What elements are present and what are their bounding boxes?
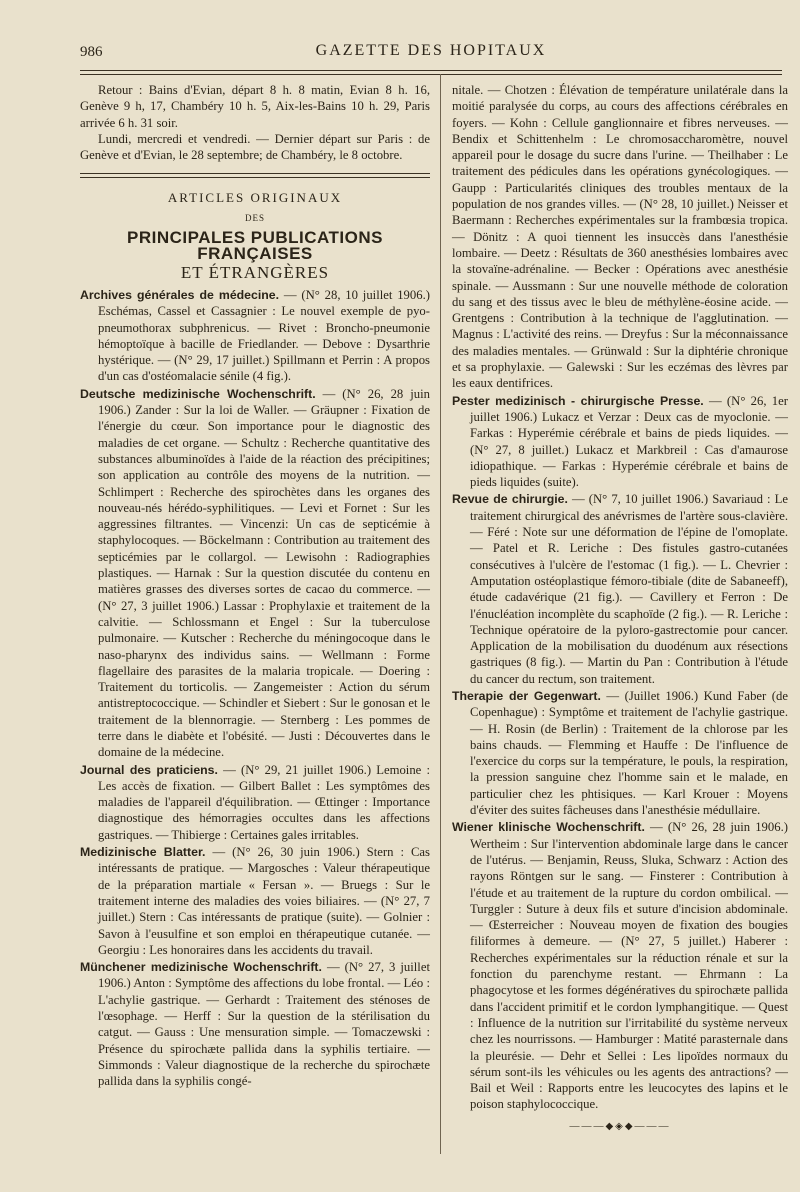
entry-medizinische-blatter: [80, 844, 430, 958]
right-column: [452, 82, 788, 1135]
journal-name: Revue de chirurgie.: [452, 492, 568, 507]
journal-name: Therapie der Gegenwart.: [452, 688, 601, 703]
entry-journal-praticiens: [80, 762, 430, 843]
page-number: 986: [80, 44, 103, 60]
continued-text: nitale. — Chotzen : Élévation de température unilatérale dans la moitié paralysée du corps, au cours des affections cérébrales en foyers. — Kohn : Cellule ganglionnaire et fibres nerveuses. — Bendix et Schittenhelm : Le chromosaccharomètre, nouvel appareil pour le dosage du sucre dans l'urine. — Theilhaber : Le traitement des pédicules dans les opérations gynécologiques. — Gaupp : Particularités cliniques des troubles mentaux de la population de nos grandes villes. — (N° 28, 10 juillet.) Neisser et Baermann : Recherches expérimentales sur la frambœsia tropica. — Dönitz : A quoi tiennent les insuccès dans l'anesthésie lombaire. — Deetz : Résultats de 360 anesthésies lombaires avec la stovaïne-adrénaline. — Becker : Opérations avec anesthésie spinale. — Aussmann : Sur une nouvelle méthode de coloration du sang et des tissus avec le bleu de méthylène-éosine acide. — Grentgens : Contribution à la technique de l'agglutination. — Magnus : L'activité des reins. — Dreyfus : Sur la méconnaissance des maladies mentales. — Grünwald : Sur la diphtérie chronique et sa prophylaxie. — Galewski : Sur les eczémas des lèvres par les eaux dentifrices.: [452, 83, 788, 391]
journal-name: Archives générales de médecine.: [80, 287, 280, 302]
end-ornament: ———◆◈◆———: [569, 1120, 671, 1132]
entry-text: — (N° 7, 10 juillet 1906.) Savariaud : Le traitement chirurgical des anévrismes de l'artère sous-clavière. — Féré : Note sur une déformation de l'épine de l'omoplate. — Patel et R. Leriche : Des fistules gastro-cutanées consécutives à l'ulcère de l'estomac (1 fig.). — L. Chevrier : Amputation ostéoplastique fémoro-tibiale (dite de Sabaneeff), étude cadavérique (21 fig.). — Cavillery et Ferron : De l'énucléation incomplète du scaphoïde (2 fig.). — R. Leriche : Technique opératoire de la pyloro-gastrectomie pour cancer. Application de la mobilisation du duodénum aux résections gastriques (8 fig.). — Martin du Pan : Contribution à l'étude du cancer du rectum, son traitement.: [470, 492, 788, 686]
entry-munchener: [80, 959, 430, 1089]
page-header: [80, 40, 782, 66]
section-des: DES: [244, 212, 265, 223]
entry-text: — (N° 26, 1er juillet 1906.) Lukacz et Verzar : Deux cas de myoclonie. — Farkas : Hyperémie cérébrale et bains de pieds liquides. — (N° 27, 8 juillet.) Lukacz et Markbreil : Cas d'amaurose idiopathique. — Farkas : Hyperémie cérébrale et bains de pieds liquides (suite).: [470, 393, 788, 490]
publications-subtitle: ET ÉTRANGÈRES: [180, 262, 330, 282]
entry-wiener: [452, 819, 788, 1112]
column-separator: [440, 74, 441, 1154]
journal-name: Deutsche medizinische Wochenschrift.: [80, 386, 316, 401]
journal-name: Wiener klinische Wochenschrift.: [452, 820, 645, 835]
entry-archives: [80, 287, 430, 385]
entry-therapie: [452, 688, 788, 818]
entry-text: — (N° 28, 10 juillet 1906.) Eschémas, Cassel et Cassagnier : Le nouvel exemple de pyo-pneumothorax subphrenicus. — Rivet : Broncho-pneumonie hémoptoïque à bacille de Friedlander. — Debove : Dysarthrie hystérique. — (N° 29, 17 juillet.) Spillmann et Perrin : A propos d'un cas d'ostéomalacie sénile (4 fig.).: [98, 287, 430, 384]
journal-title: GAZETTE DES HOPITAUX: [315, 42, 547, 59]
entry-pester: [452, 393, 788, 491]
journal-name: Pester medizinisch - chirurgische Presse.: [452, 393, 704, 408]
entry-text: — (N° 27, 3 juillet 1906.) Anton : Symptôme des affections du lobe frontal. — Léo : L'achylie gastrique. — Gerhardt : Traitement des sténoses de l'œsophage. — Herff : Sur la question de la stérilisation du catgut. — Gauss : Une mensuration simple. — Tomaczewski : Présence du spirochæte pallida dans la syphilis tertiaire. — Simmonds : Valeur diagnostique de la recherche du spirochæte pallida dans la syphilis congé-: [98, 960, 430, 1089]
entry-text: — (N° 26, 30 juin 1906.) Stern : Cas intéressants de pratique. — Margosches : Valeur thérapeutique de la préparation martiale « Fersan ». — Bruegs : Sur le traitement interne des maladies des voies biliaires. — (N° 27, 7 juillet.) Stern : Cas intéressants de pratique (suite). — Golnier : Savon à l'eusulfine et son emploi en thérapeutique cutanée. — Georgiu : Les honoraires dans les accidents du travail.: [98, 845, 430, 957]
section-rule: [80, 173, 430, 178]
journal-name: Journal des praticiens.: [80, 762, 218, 777]
entry-text: — (N° 26, 28 juin 1906.) Wertheim : Sur l'intervention abdominale large dans le cancer de l'utérus. — Benjamin, Reuss, Sluka, Schwarz : Action des rayons Röntgen sur le sang. — Finsterer : Contribution à l'étude et au traitement de la rupture du cordon ombilical. — Turggler : Suture à deux fils et suture d'incision abdominale. — Œsterreicher : Nouveau moyen de fixation des bougies filiformes à demeure. — (N° 27, 5 juillet.) Haberer : Recherches expérimentales sur la réduction rénale et sur la fonction du parenchyme restant. — Ehrmann : La phagocytose et les formes dégénératives du spirochæte pallida dans l'accident primitif et le cordon lymphangitique. — Quest : Influence de la nutrition sur l'irritabilité du système nerveux chez les nourrissons. — Hamburger : Matité parasternale dans la pleurésie. — Dehr et Sellei : Les lipoïdes normaux du sérum sont-ils les véhicules ou les agents des antractions? — Bail et Weil : Rapports entre les leucocytes des lapins et le poison staphylococcique.: [470, 820, 788, 1112]
entry-revue-chirurgie: [452, 491, 788, 687]
journal-name: Münchener medizinische Wochenschrift.: [80, 960, 322, 975]
entry-deutsche: [80, 386, 430, 761]
section-title: ARTICLES ORIGINAUX: [167, 190, 343, 206]
entry-text: — (N° 26, 28 juin 1906.) Zander : Sur la loi de Waller. — Gräupner : Fixation de l'énergie du cœur. Son importance pour le diagnostic des maladies de cet organe. — Schultz : Recherche quantitative des substances albuminoïdes à l'aide de la réaction des précipitines; son application au contrôle des moyens de la nutrition. — Schlimpert : Recherche des spirochètes dans les organes des nouveau-nés hérédo-syphilitiques. — Levi et Fornet : Sur les aggressines filtrantes. — Vincenzi: Un cas de septicémie à staphylocoques. — Böckelmann : Contribution au traitement des septicémies par le collargol. — Lewisohn : Radiographies plastiques. — Harnak : Sur la question discutée du contenu en matières grasses des diverses sortes de cacao du commerce. — (N° 27, 3 juillet 1906.) Lassar : Prophylaxie et traitement de la calvitie. — Schlossmann et Engel : Sur la tuberculose pulmonaire. — Kutscher : Recherche du méningocoque dans le naso-pharynx des individus sains. — Wellmann : Forme flagellaire des parasites de la malaria tropicale. — Doering : Traitement du torticolis. — Zangemeister : Action du sérum antistreptococcique. — Schindler et Siebert : Sur le gonosan et le traitement de la blennorragie. — Sternberg : Les pommes de terre dans le diabète et l'obésité. — Justi : Découvertes dans le domaine de la médecine.: [98, 386, 430, 760]
retour-paragraph: Retour : Bains d'Evian, départ 8 h. 8 matin, Evian 8 h. 16, Genève 9 h, 17, Chambéry 10 h. 5, Aix-les-Bains 10 h. 29, Paris arrivée 6 h. 31 soir.: [80, 83, 430, 130]
entry-text: — (N° 29, 21 juillet 1906.) Lemoine : Les accès de fixation. — Gilbert Ballet : Les symptômes des maladies de l'appareil d'équilibration. — Œttinger : Importance diagnostique des hémorragies occultes dans les affections gastriques. — Thibierge : Certaines gales irritables.: [98, 762, 431, 842]
lundi-paragraph: Lundi, mercredi et vendredi. — Dernier départ sur Paris : de Genève et d'Evian, le 28 septembre; de Chambéry, le 8 octobre.: [80, 131, 430, 163]
journal-name: Medizinische Blatter.: [80, 845, 206, 860]
header-rule: [80, 70, 782, 75]
entry-text: — (Juillet 1906.) Kund Faber (de Copenhague) : Symptôme et traitement de l'achylie gastrique. — H. Rosin (de Berlin) : Traitement de la chlorose par les bains chauds. — Flemming et Hauffe : De l'influence de l'exercice du corps sur la température, le pouls, la respiration, la pression sanguine chez l'homme sain et le malade, en particulier chez les phtisiques. — Karl Krouer : Moyens d'éviter des suites fâcheuses dans l'anesthésie médullaire.: [470, 688, 788, 818]
left-column: [80, 82, 430, 1091]
publications-title: PRINCIPALES PUBLICATIONS FRANÇAISES: [127, 228, 383, 264]
